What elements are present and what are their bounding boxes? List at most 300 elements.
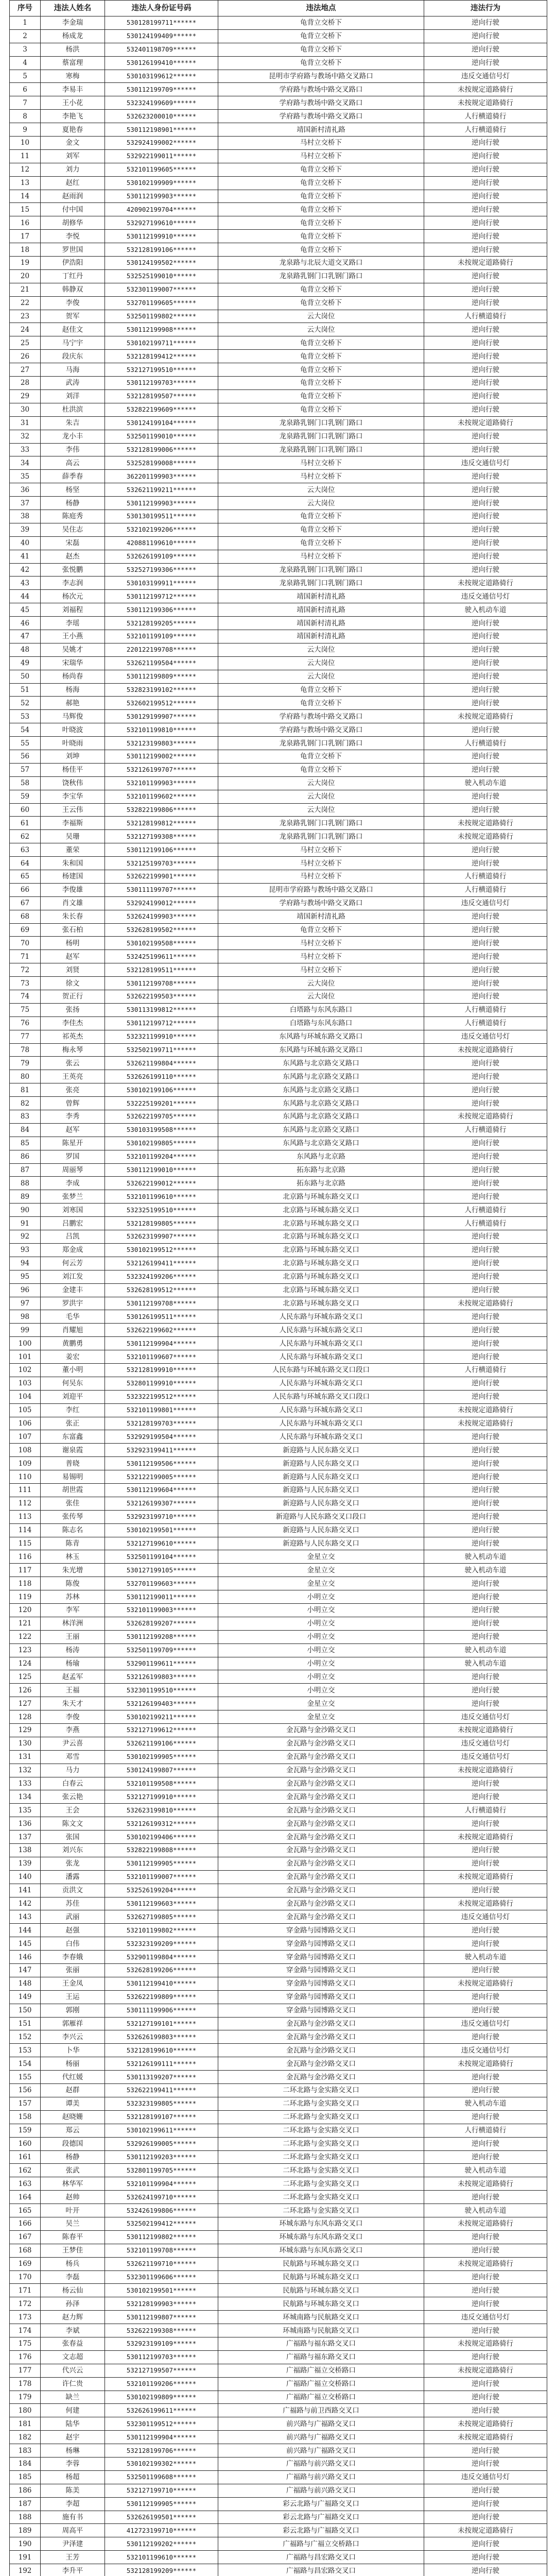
table-row <box>10 2137 547 2150</box>
cell-id-number: 530102199501****** <box>105 1523 218 1537</box>
cell-name: 张丽 <box>41 1964 105 1977</box>
cell-violation: 逆向行驶 <box>424 1430 547 1444</box>
cell-name: 杨静 <box>41 2150 105 2164</box>
cell-location: 龟背立交桥下 <box>218 176 424 190</box>
cell-violation: 驶入机动车道 <box>424 1951 547 1964</box>
cell-location: 穿金路与园博路交叉口 <box>218 1937 424 1951</box>
table-row <box>10 577 547 590</box>
cell-id-number: 530102199805****** <box>105 1137 218 1150</box>
table-row <box>10 763 547 776</box>
cell-index: 36 <box>10 483 41 497</box>
cell-id-number: 532621199804****** <box>105 1057 218 1070</box>
cell-location: 白塔路与东风东路口 <box>218 1016 424 1030</box>
table-row <box>10 2297 547 2311</box>
cell-id-number: 532126199307****** <box>105 1497 218 1510</box>
cell-index: 144 <box>10 1924 41 1937</box>
cell-id-number: 532622199705****** <box>105 1110 218 1124</box>
table-row <box>10 843 547 857</box>
cell-location: 马村立交桥下 <box>218 857 424 870</box>
table-row <box>10 1564 547 1577</box>
cell-violation: 逆向行驶 <box>424 430 547 443</box>
cell-location: 金星立交 <box>218 1697 424 1710</box>
cell-id-number: 530112199202****** <box>105 2537 218 2551</box>
cell-index: 180 <box>10 2404 41 2417</box>
cell-index: 172 <box>10 2297 41 2311</box>
cell-name: 吴姚才 <box>41 643 105 656</box>
table-row <box>10 2324 547 2337</box>
cell-violation: 人行横道骑行 <box>424 883 547 896</box>
cell-id-number: 532502199412****** <box>105 2217 218 2230</box>
cell-id-number: 532924199012****** <box>105 896 218 910</box>
cell-location: 金瓦路与金沙路交叉口 <box>218 1777 424 1790</box>
cell-index: 29 <box>10 389 41 403</box>
cell-id-number: 532822199806****** <box>105 803 218 817</box>
cell-violation: 未按规定道路骑行 <box>424 2417 547 2431</box>
cell-location: 北京路与环城东路交叉口 <box>218 1283 424 1297</box>
cell-location: 学府路与教场中路交叉路口 <box>218 96 424 110</box>
cell-index: 59 <box>10 790 41 803</box>
table-row <box>10 910 547 923</box>
cell-id-number: 530126199511****** <box>105 1310 218 1324</box>
cell-location: 云大岗位 <box>218 483 424 497</box>
table-row <box>10 2097 547 2110</box>
cell-name: 夏艳春 <box>41 123 105 137</box>
cell-index: 107 <box>10 1430 41 1444</box>
table-row <box>10 1951 547 1964</box>
table-row <box>10 1964 547 1977</box>
cell-location: 广福路广福立交桥路口 <box>218 2364 424 2377</box>
cell-index: 8 <box>10 110 41 123</box>
cell-name: 张正 <box>41 1417 105 1430</box>
cell-index: 156 <box>10 2084 41 2097</box>
cell-id-number: 532128199910****** <box>105 1363 218 1377</box>
cell-violation: 逆向行驶 <box>424 2110 547 2124</box>
cell-id-number: 530112199712****** <box>105 590 218 603</box>
cell-violation: 人行横道骑行 <box>424 1217 547 1230</box>
cell-id-number: 532602199512****** <box>105 697 218 710</box>
table-row <box>10 230 547 243</box>
cell-id-number: 532101199708****** <box>105 2244 218 2257</box>
cell-name: 李易丰 <box>41 83 105 96</box>
cell-index: 62 <box>10 830 41 843</box>
cell-violation: 逆向行驶 <box>424 296 547 310</box>
cell-id-number: 532901199804****** <box>105 1951 218 1964</box>
cell-id-number: 530112199903****** <box>105 190 218 203</box>
cell-location: 广福路与福东路交叉口 <box>218 2350 424 2364</box>
cell-id-number: 532801199705****** <box>105 2164 218 2177</box>
cell-violation: 逆向行驶 <box>424 323 547 336</box>
cell-name: 朱吉 <box>41 416 105 430</box>
cell-name: 吴兰 <box>41 2217 105 2230</box>
cell-index: 55 <box>10 737 41 750</box>
cell-index: 78 <box>10 1043 41 1057</box>
cell-name: 吴珊 <box>41 830 105 843</box>
cell-location: 民航路与环城东路交叉口 <box>218 2270 424 2284</box>
cell-name: 王福 <box>41 1684 105 1697</box>
table-row <box>10 2524 547 2537</box>
cell-name: 赵宇 <box>41 2431 105 2444</box>
table-row <box>10 2537 547 2551</box>
cell-location: 龟背立交桥下 <box>218 16 424 30</box>
header-name: 违法人姓名 <box>41 1 105 16</box>
cell-id-number: 532525199010****** <box>105 269 218 283</box>
cell-location: 靖国新村清礼路 <box>218 603 424 617</box>
cell-location: 龟背立交桥下 <box>218 510 424 523</box>
cell-violation: 逆向行驶 <box>424 1844 547 1857</box>
table-row <box>10 163 547 176</box>
cell-location: 人民东路与环城东路交叉口 <box>218 1350 424 1364</box>
table-row <box>10 923 547 937</box>
cell-id-number: 532621199710****** <box>105 2257 218 2270</box>
cell-location: 昆明市学府路与教场中路交叉路口 <box>218 70 424 83</box>
cell-location: 龟背立交桥下 <box>218 243 424 257</box>
cell-location: 龟背立交桥下 <box>218 389 424 403</box>
table-row <box>10 43 547 56</box>
cell-index: 192 <box>10 2564 41 2576</box>
table-row <box>10 2404 547 2417</box>
cell-index: 20 <box>10 269 41 283</box>
cell-violation: 未按规定道路骑行 <box>424 1977 547 1990</box>
cell-location: 广福路与前兴路交叉口 <box>218 2470 424 2484</box>
cell-id-number: 530112199905****** <box>105 2497 218 2511</box>
cell-id-number: 532101199508****** <box>105 1777 218 1790</box>
table-row <box>10 870 547 884</box>
cell-location: 环城东路与东风东路交叉口 <box>218 2244 424 2257</box>
cell-index: 171 <box>10 2284 41 2297</box>
cell-id-number: 530102199106****** <box>105 1083 218 1097</box>
cell-name: 陈志名 <box>41 1523 105 1537</box>
table-row <box>10 2270 547 2284</box>
cell-violation: 逆向行驶 <box>424 697 547 710</box>
cell-location: 龟背立交桥下 <box>218 296 424 310</box>
cell-index: 39 <box>10 523 41 536</box>
cell-violation: 驶入机动车道 <box>424 1550 547 1564</box>
cell-name: 张武 <box>41 2164 105 2177</box>
cell-name: 叶晓雨 <box>41 737 105 750</box>
cell-index: 187 <box>10 2497 41 2511</box>
table-row <box>10 1777 547 1790</box>
cell-location: 广福路与前兴路交叉口 <box>218 2457 424 2470</box>
table-row <box>10 2217 547 2230</box>
cell-location: 人民东路与环城东路交叉口段口 <box>218 1363 424 1377</box>
cell-id-number: 530112199904****** <box>105 2431 218 2444</box>
cell-location: 龙泉路乳钢门口乳钢门路口 <box>218 430 424 443</box>
cell-violation: 逆向行驶 <box>424 1163 547 1177</box>
cell-location: 彩云北路与广福路交叉口 <box>218 2511 424 2524</box>
cell-violation: 逆向行驶 <box>424 563 547 577</box>
cell-id-number: 530124199409****** <box>105 29 218 43</box>
cell-violation: 逆向行驶 <box>424 2324 547 2337</box>
cell-name: 杨超 <box>41 2470 105 2484</box>
cell-location: 金瓦路与金沙路交叉口 <box>218 1831 424 1844</box>
cell-id-number: 532128199209****** <box>105 2564 218 2576</box>
cell-violation: 逆向行驶 <box>424 1990 547 2004</box>
table-row <box>10 2391 547 2404</box>
cell-id-number: 532528199008****** <box>105 456 218 470</box>
cell-name: 张国 <box>41 1831 105 1844</box>
cell-location: 学府路与教场中路交叉路口 <box>218 710 424 723</box>
table-row <box>10 1603 547 1617</box>
cell-name: 赵群 <box>41 2084 105 2097</box>
cell-index: 137 <box>10 1831 41 1844</box>
cell-violation: 驶入机动车道 <box>424 603 547 617</box>
cell-index: 52 <box>10 697 41 710</box>
cell-name: 尹云喜 <box>41 1737 105 1750</box>
cell-location: 金瓦路与金沙路交叉口 <box>218 2071 424 2084</box>
cell-violation: 逆向行驶 <box>424 2537 547 2551</box>
table-row <box>10 283 547 296</box>
table-row <box>10 977 547 990</box>
table-row <box>10 2150 547 2164</box>
table-row <box>10 683 547 697</box>
cell-location: 金瓦路与金沙路交叉口 <box>218 1790 424 1804</box>
cell-violation: 逆向行驶 <box>424 1790 547 1804</box>
table-row <box>10 1190 547 1204</box>
cell-id-number: 530124199807****** <box>105 1764 218 1777</box>
cell-index: 188 <box>10 2511 41 2524</box>
cell-index: 175 <box>10 2337 41 2350</box>
cell-violation: 未按规定道路骑行 <box>424 817 547 830</box>
cell-name: 郑金成 <box>41 1243 105 1257</box>
cell-index: 5 <box>10 70 41 83</box>
cell-id-number: 530112199708****** <box>105 977 218 990</box>
table-row <box>10 937 547 950</box>
cell-name: 丁红丹 <box>41 269 105 283</box>
table-header-row <box>10 1 547 16</box>
cell-id-number: 532923199109****** <box>105 2337 218 2350</box>
cell-id-number: 530102199302****** <box>105 2457 218 2470</box>
cell-location: 民航路与环城东路交叉口 <box>218 2284 424 2297</box>
cell-id-number: 532128199812****** <box>105 817 218 830</box>
cell-name: 杨丽 <box>41 2057 105 2071</box>
cell-location: 云大岗位 <box>218 656 424 670</box>
cell-index: 176 <box>10 2350 41 2364</box>
cell-name: 李秀 <box>41 1110 105 1124</box>
cell-violation: 违反交通信号灯 <box>424 2470 547 2484</box>
cell-id-number: 532501199802****** <box>105 310 218 323</box>
cell-id-number: 532101199605****** <box>105 163 218 176</box>
cell-index: 134 <box>10 1790 41 1804</box>
cell-location: 穿金路与园博路交叉口 <box>218 1964 424 1977</box>
cell-violation: 未按规定道路骑行 <box>424 1870 547 1884</box>
cell-location: 环城南路与民航路交叉口 <box>218 2324 424 2337</box>
cell-location: 龙泉路乳钢门口乳钢门路口 <box>218 269 424 283</box>
cell-name: 王运 <box>41 1990 105 2004</box>
table-row <box>10 470 547 483</box>
table-row <box>10 563 547 577</box>
cell-location: 彩云北路与广福路交叉口 <box>218 2497 424 2511</box>
cell-name: 张石柏 <box>41 923 105 937</box>
table-row <box>10 1617 547 1630</box>
cell-index: 83 <box>10 1110 41 1124</box>
table-row <box>10 149 547 163</box>
cell-id-number: 532627199805****** <box>105 1910 218 1924</box>
cell-violation: 人行横道骑行 <box>424 1123 547 1137</box>
table-row <box>10 1043 547 1057</box>
cell-id-number: 530112199903****** <box>105 497 218 510</box>
table-row <box>10 1630 547 1643</box>
table-row <box>10 1283 547 1297</box>
cell-violation: 逆向行驶 <box>424 1483 547 1497</box>
cell-violation: 逆向行驶 <box>424 763 547 776</box>
table-row <box>10 269 547 283</box>
table-row <box>10 389 547 403</box>
table-row <box>10 2337 547 2350</box>
table-row <box>10 1790 547 1804</box>
table-row <box>10 1684 547 1697</box>
cell-location: 金瓦路与金沙路交叉口 <box>218 1804 424 1817</box>
table-row <box>10 56 547 70</box>
cell-name: 朱和国 <box>41 857 105 870</box>
cell-location: 龙泉路乳钢门口乳钢门路口 <box>218 563 424 577</box>
cell-violation: 驶入机动车道 <box>424 776 547 790</box>
cell-id-number: 532923199411****** <box>105 1444 218 1457</box>
cell-index: 75 <box>10 1003 41 1016</box>
cell-index: 151 <box>10 2017 41 2030</box>
cell-location: 金瓦路与金沙路交叉口 <box>218 2044 424 2057</box>
cell-id-number: 532101199602****** <box>105 790 218 803</box>
cell-id-number: 530112199208****** <box>105 1630 218 1643</box>
cell-violation: 逆向行驶 <box>424 2270 547 2284</box>
cell-location: 二环北路与金实路交叉口 <box>218 2137 424 2150</box>
cell-name: 张龙 <box>41 1857 105 1870</box>
cell-index: 47 <box>10 630 41 643</box>
cell-location: 学府路与教场中路交叉路口 <box>218 723 424 737</box>
cell-id-number: 530130199511****** <box>105 510 218 523</box>
cell-name: 杨海 <box>41 683 105 697</box>
cell-index: 48 <box>10 643 41 656</box>
table-row <box>10 1123 547 1137</box>
cell-violation: 未按规定道路骑行 <box>424 1724 547 1737</box>
cell-violation: 逆向行驶 <box>424 1924 547 1937</box>
table-row <box>10 1590 547 1604</box>
cell-name: 李磊 <box>41 2270 105 2284</box>
table-row <box>10 2004 547 2017</box>
cell-id-number: 532101199109****** <box>105 630 218 643</box>
cell-id-number: 530102199512****** <box>105 1243 218 1257</box>
cell-id-number: 532822199808****** <box>105 1844 218 1857</box>
cell-location: 广福路与福东路交叉口 <box>218 2337 424 2350</box>
cell-location: 白塔路与东风东路口 <box>218 1003 424 1016</box>
cell-violation: 逆向行驶 <box>424 937 547 950</box>
cell-index: 163 <box>10 2177 41 2191</box>
cell-violation: 逆向行驶 <box>424 2230 547 2244</box>
cell-location: 新迎路与人民东路交叉口 <box>218 1537 424 1550</box>
cell-index: 182 <box>10 2431 41 2444</box>
cell-location: 新迎路与人民东路交叉口 <box>218 1483 424 1497</box>
cell-violation: 人行横道骑行 <box>424 1204 547 1217</box>
cell-location: 二环北路与金实路交叉口 <box>218 2191 424 2204</box>
cell-id-number: 532926199005****** <box>105 2137 218 2150</box>
table-row <box>10 1577 547 1590</box>
cell-name: 张悦鹏 <box>41 563 105 577</box>
table-row <box>10 2417 547 2431</box>
cell-index: 56 <box>10 750 41 763</box>
cell-index: 146 <box>10 1951 41 1964</box>
cell-id-number: 532101199801****** <box>105 1403 218 1417</box>
cell-index: 165 <box>10 2204 41 2217</box>
cell-index: 132 <box>10 1764 41 1777</box>
cell-id-number: 532623199907****** <box>105 1230 218 1244</box>
cell-location: 广福路广福立交桥路口 <box>218 2391 424 2404</box>
cell-index: 45 <box>10 603 41 617</box>
cell-violation: 逆向行驶 <box>424 790 547 803</box>
cell-violation: 逆向行驶 <box>424 29 547 43</box>
cell-violation: 违反交通信号灯 <box>424 1910 547 1924</box>
table-row <box>10 310 547 323</box>
cell-id-number: 532323199805****** <box>105 2097 218 2110</box>
cell-name: 陈星开 <box>41 1137 105 1150</box>
cell-violation: 逆向行驶 <box>424 523 547 536</box>
table-row <box>10 510 547 523</box>
cell-id-number: 532801199910****** <box>105 1377 218 1390</box>
cell-name: 贡洪文 <box>41 1884 105 1897</box>
cell-violation: 逆向行驶 <box>424 1444 547 1457</box>
cell-name: 杨兵 <box>41 2257 105 2270</box>
cell-id-number: 530111199707****** <box>105 883 218 896</box>
cell-name: 代红媛 <box>41 2071 105 2084</box>
cell-violation: 逆向行驶 <box>424 2284 547 2297</box>
cell-id-number: 532126199803****** <box>105 1670 218 1684</box>
cell-violation: 逆向行驶 <box>424 336 547 350</box>
cell-violation: 逆向行驶 <box>424 1964 547 1977</box>
table-row <box>10 1137 547 1150</box>
cell-location: 人民东路与环城东路交叉口 <box>218 1310 424 1324</box>
cell-index: 73 <box>10 977 41 990</box>
cell-id-number: 532321199910****** <box>105 1030 218 1043</box>
cell-location: 新迎路与人民东路交叉口 <box>218 1523 424 1537</box>
cell-name: 陈文文 <box>41 1817 105 1831</box>
cell-violation: 驶入机动车道 <box>424 1643 547 1657</box>
cell-name: 代兴云 <box>41 2364 105 2377</box>
table-row <box>10 2244 547 2257</box>
cell-name: 苏佳 <box>41 1897 105 1910</box>
cell-index: 161 <box>10 2150 41 2164</box>
cell-location: 拓东路与北京路 <box>218 1177 424 1190</box>
table-row <box>10 1457 547 1470</box>
cell-id-number: 530112199306****** <box>105 603 218 617</box>
cell-index: 155 <box>10 2071 41 2084</box>
header-index: 序号 <box>10 1 41 16</box>
cell-violation: 逆向行驶 <box>424 1777 547 1790</box>
cell-name: 缺兰 <box>41 2391 105 2404</box>
cell-name: 罗世国 <box>41 243 105 257</box>
cell-name: 普晓 <box>41 1457 105 1470</box>
cell-name: 朱天才 <box>41 1697 105 1710</box>
cell-name: 施有书 <box>41 2511 105 2524</box>
cell-id-number: 532922199011****** <box>105 149 218 163</box>
cell-location: 二环北路与金实路交叉口 <box>218 2204 424 2217</box>
cell-index: 43 <box>10 577 41 590</box>
cell-name: 王小花 <box>41 96 105 110</box>
cell-index: 124 <box>10 1657 41 1670</box>
cell-violation: 未按规定道路骑行 <box>424 710 547 723</box>
cell-location: 靖国新村清礼路 <box>218 590 424 603</box>
cell-id-number: 532125199703****** <box>105 857 218 870</box>
cell-index: 158 <box>10 2110 41 2124</box>
cell-id-number: 530112199809****** <box>105 670 218 683</box>
cell-location: 金瓦路与金沙路交叉口 <box>218 1897 424 1910</box>
cell-violation: 逆向行驶 <box>424 630 547 643</box>
cell-location: 北京路与环城东路交叉口 <box>218 1204 424 1217</box>
cell-violation: 未按规定道路骑行 <box>424 83 547 96</box>
cell-name: 叶晓波 <box>41 723 105 737</box>
violation-table <box>9 0 547 2576</box>
cell-index: 153 <box>10 2044 41 2057</box>
table-row <box>10 377 547 390</box>
cell-violation: 违反交通信号灯 <box>424 896 547 910</box>
cell-location: 马村立交桥下 <box>218 456 424 470</box>
